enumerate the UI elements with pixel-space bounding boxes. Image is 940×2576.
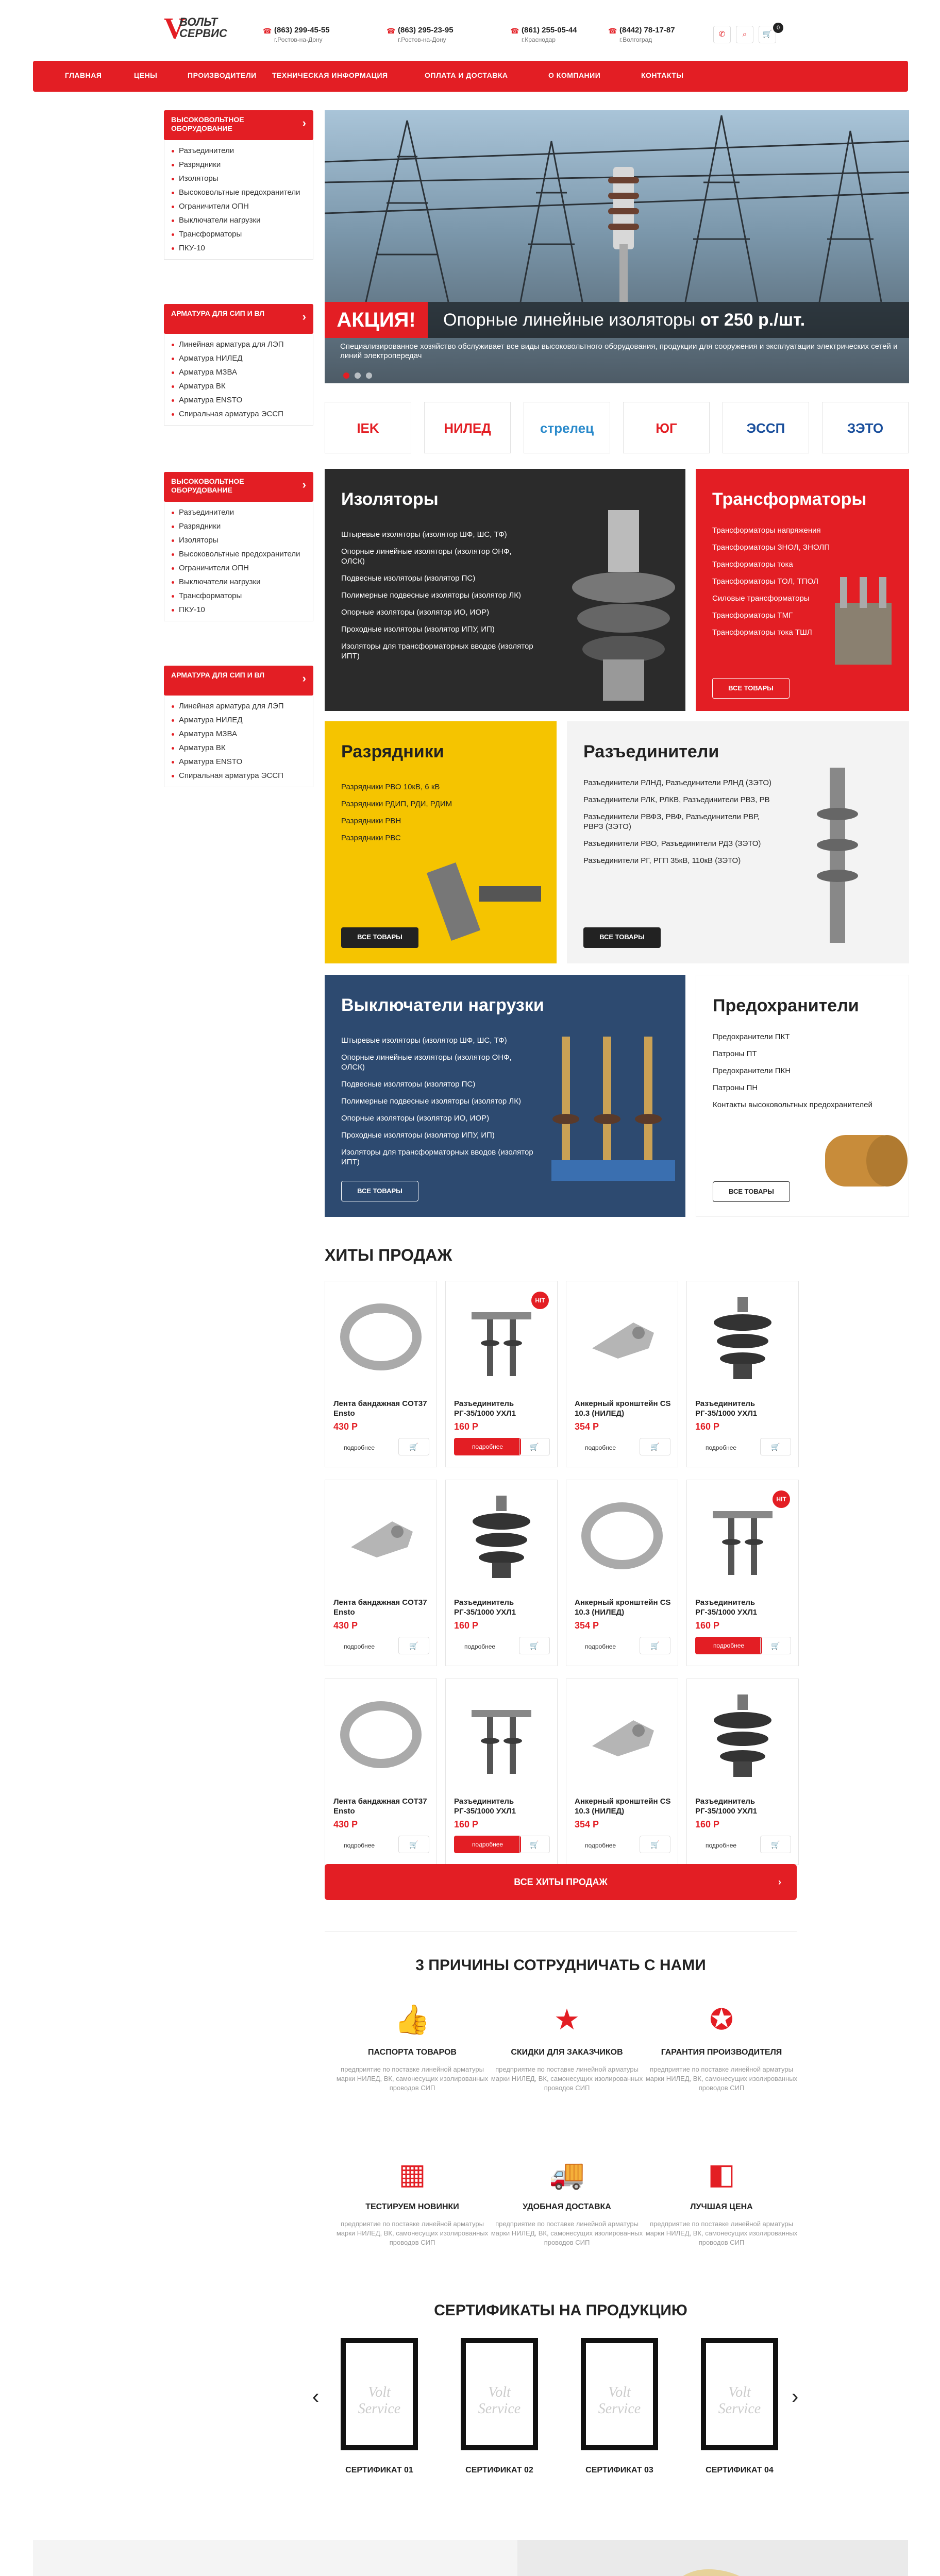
nav-item-5[interactable]: О КОМПАНИИ [548,71,601,79]
sidebar-group [164,666,313,787]
add-to-cart-button[interactable]: 🛒 [519,1637,550,1654]
product-card[interactable] [325,1679,437,1865]
nav-item-6[interactable]: КОНТАКТЫ [641,71,684,79]
slider-dot[interactable] [355,372,361,379]
product-card[interactable] [325,1281,437,1467]
reason-desc: предприятие по поставке линейной арматуры марки НИЛЕД, ВК, самонесущих изолированных проводов СИП [336,2065,489,2092]
category-link[interactable]: Разрядники РВС [341,834,401,842]
brand-logo-1[interactable]: НИЛЕД [424,402,511,453]
wallet-icon: ◧ [708,2158,735,2190]
sidebar-group [164,110,313,260]
category-title: Предохранители [713,996,859,1015]
brand-logo-2[interactable]: стрелец [524,402,610,453]
product-price: 354 Р [575,1620,599,1631]
reason-desc: предприятие по поставке линейной арматуры марки НИЛЕД, ВК, самонесущих изолированных проводов СИП [645,2065,798,2092]
sidebar-item[interactable]: Разрядники [164,160,313,170]
product-name[interactable]: Анкерный кронштейн CS 10.3 (НИЛЕД) [575,1399,671,1418]
details-link[interactable]: подробнее [344,1842,375,1849]
seal-icon: ✪ [709,2003,734,2036]
product-name[interactable]: Анкерный кронштейн CS 10.3 (НИЛЕД) [575,1797,671,1816]
brand-logo-3[interactable]: ЮГ [623,402,710,453]
phone-icon: ☎ [608,27,617,35]
product-card[interactable] [566,1480,678,1666]
category-transformatory[interactable] [696,469,909,711]
sidebar-list [164,140,313,260]
certs-title: СЕРТИФИКАТЫ НА ПРОДУКЦИЮ [434,2302,687,2319]
brand-logo-5[interactable]: ЗЭТО [822,402,909,453]
nav-item-0[interactable]: ГЛАВНАЯ [65,71,102,79]
category-link[interactable]: Разрядники РВО 10кВ, 6 кВ [341,783,440,791]
all-hits-button[interactable]: ВСЕ ХИТЫ ПРОДАЖ › [325,1864,797,1900]
phone-icon: ☎ [510,27,519,35]
reason-title: ТЕСТИРУЕМ НОВИНКИ [365,2202,459,2211]
details-link[interactable]: подробнее [585,1444,616,1451]
promo-subtitle: Специализированное хозяйство обслуживает все виды высоковольтного оборудования, продукции для сооружения и эксплуатации электрических сетей и линий электропередач [340,342,898,360]
all-products-button[interactable]: ВСЕ ТОВАРЫ [713,1181,790,1202]
add-to-cart-button[interactable]: 🛒 [760,1637,791,1654]
product-price: 160 Р [454,1819,479,1829]
certificate-watermark: Volt Service [718,2384,761,2417]
reason-title: ПАСПОРТА ТОВАРОВ [368,2048,457,2057]
sidebar-item[interactable]: Трансформаторы [164,229,313,240]
details-link[interactable]: подробнее [585,1643,616,1650]
cart-icon: 🛒 [762,30,773,39]
reasons-title: 3 ПРИЧИНЫ СОТРУДНИЧАТЬ С НАМИ [415,1957,706,1974]
nav-item-4[interactable]: ОПЛАТА И ДОСТАВКА [425,71,508,79]
sidebar-item[interactable]: Арматура ВК [164,381,313,392]
product-price: 160 Р [454,1620,479,1631]
add-to-cart-button[interactable]: 🛒 [398,1637,429,1654]
product-name[interactable]: Разъединитель РГ-35/1000 УХЛ1 [454,1399,516,1418]
sidebar-item[interactable]: Арматура НИЛЕД [164,353,313,364]
nav-item-2[interactable]: ПРОИЗВОДИТЕЛИ [188,71,257,79]
product-price: 160 Р [695,1819,720,1829]
slider-dot[interactable] [343,372,349,379]
product-price: 160 Р [454,1421,479,1432]
sidebar-item[interactable]: Разъединители [164,146,313,156]
product-price: 354 Р [575,1819,599,1829]
chevron-right-icon[interactable]: › [792,2385,799,2408]
product-image-wrap[interactable] [335,1490,426,1581]
product-price: 160 Р [695,1620,720,1631]
product-price: 430 Р [333,1421,358,1432]
consultation-section [33,2540,908,2576]
reason-desc: предприятие по поставке линейной арматуры марки НИЛЕД, ВК, самонесущих изолированных проводов СИП [645,2220,798,2246]
header [0,0,940,57]
category-title: Выключатели нагрузки [341,995,544,1015]
chevron-right-icon: › [778,1877,781,1887]
certificate-title: СЕРТИФИКАТ 04 [706,2466,774,2475]
product-image-wrap[interactable] [577,1490,667,1581]
all-products-button[interactable]: ВСЕ ТОВАРЫ [341,1181,418,1201]
product-image [335,1689,426,1780]
category-title: Изоляторы [341,489,439,509]
certificate-frame[interactable] [701,2338,778,2450]
add-to-cart-button[interactable]: 🛒 [760,1836,791,1853]
add-to-cart-button[interactable]: 🛒 [760,1438,791,1455]
category-link[interactable]: Изоляторы для трансформаторных вводов (изолятор ИПТ) [341,642,533,660]
all-products-button[interactable]: ВСЕ ТОВАРЫ [712,678,790,699]
add-to-cart-button[interactable]: 🛒 [640,1637,670,1654]
category-link[interactable]: Опорные линейные изоляторы (изолятор ОНФ, ОЛСК) [341,1053,512,1072]
product-card[interactable] [566,1281,678,1467]
category-vyklyuchateli[interactable] [325,975,685,1217]
logo-text[interactable] [179,16,227,39]
product-image [577,1689,667,1780]
product-card[interactable] [445,1281,558,1467]
certificate-title: СЕРТИФИКАТ 02 [465,2466,533,2475]
cart-count: 0 [773,23,783,33]
sidebar-group [164,304,313,426]
certificate-card[interactable] [328,2338,431,2476]
category-link[interactable]: Разъединители РГ, РГП 35кВ, 110кВ (ЗЭТО) [583,856,741,865]
nav-item-1[interactable]: ЦЕНЫ [134,71,158,79]
add-to-cart-button[interactable]: 🛒 [398,1438,429,1455]
product-card[interactable] [686,1480,799,1666]
product-image-wrap[interactable] [697,1292,788,1382]
sidebar-item[interactable]: Арматура ENSTO [164,757,313,767]
sidebar-item[interactable]: Арматура НИЛЕД [164,715,313,725]
all-products-button[interactable]: ВСЕ ТОВАРЫ [341,927,418,948]
consultant-photo [517,2540,908,2576]
reason-title: УДОБНАЯ ДОСТАВКА [523,2202,611,2211]
product-image-wrap[interactable] [456,1490,547,1581]
category-link[interactable]: Разрядники РДИП, РДИ, РДИМ [341,800,452,808]
hits-title: ХИТЫ ПРОДАЖ [325,1246,452,1264]
category-predohraniteli[interactable] [696,975,909,1217]
fuse-image [815,1104,908,1207]
reason-desc: предприятие по поставке линейной арматуры марки НИЛЕД, ВК, самонесущих изолированных проводов СИП [336,2220,489,2246]
all-products-button[interactable]: ВСЕ ТОВАРЫ [583,927,661,948]
star-icon: ★ [553,2003,580,2036]
category-link[interactable]: Предохранители ПКН [713,1066,791,1075]
nav-item-3[interactable]: ТЕХНИЧЕСКАЯ ИНФОРМАЦИЯ [272,71,388,79]
reason-item [335,1999,490,2093]
sidebar-item[interactable]: ПКУ-10 [164,605,313,615]
sidebar-item[interactable]: Высоковольтные предохранители [164,549,313,560]
add-to-cart-button[interactable]: 🛒 [519,1836,550,1853]
add-to-cart-button[interactable]: 🛒 [519,1438,550,1455]
sidebar-group [164,472,313,621]
product-image [577,1490,667,1581]
sidebar-item[interactable]: Трансформаторы [164,591,313,601]
chevron-left-icon[interactable]: ‹ [312,2385,320,2408]
hit-badge: HIT [531,1292,549,1309]
details-link[interactable]: подробнее [464,1643,496,1650]
category-link[interactable]: Штыревые изоляторы (изолятор ШФ, ШС, ТФ) [341,530,507,539]
thumb-up-icon: 👍 [394,2003,430,2036]
category-razedinitely[interactable] [567,721,909,963]
reason-item [490,1999,644,2093]
logo-mark[interactable]: V [164,11,186,45]
product-price: 354 Р [575,1421,599,1432]
product-card[interactable] [445,1679,558,1865]
insulator-image [567,510,680,706]
category-link[interactable]: Трансформаторы ТОЛ, ТПОЛ [712,577,818,586]
category-izolyatory[interactable] [325,469,685,711]
phone-icon: ☎ [263,27,272,35]
product-name[interactable]: Разъединитель РГ-35/1000 УХЛ1 [695,1399,758,1418]
category-list [341,1036,537,1174]
calendar-icon: ▦ [398,2158,426,2190]
certificate-title: СЕРТИФИКАТ 03 [585,2466,653,2475]
category-list [341,782,452,850]
product-name[interactable]: Разъединитель РГ-35/1000 УХЛ1 [454,1598,516,1617]
category-link[interactable]: Разъединители РЛК, РЛКВ, Разъединители РВЗ, РВ [583,795,770,804]
product-image-wrap[interactable] [697,1689,788,1780]
product-name[interactable]: Анкерный кронштейн CS 10.3 (НИЛЕД) [575,1598,671,1617]
certificate-frame[interactable] [461,2338,538,2450]
sidebar-item[interactable]: Линейная арматура для ЛЭП [164,701,313,711]
category-link[interactable]: Проходные изоляторы (изолятор ИПУ, ИП) [341,1131,495,1140]
category-title: Разъединители [583,742,719,761]
details-button[interactable]: подробнее [454,1438,521,1455]
product-card[interactable] [686,1281,799,1467]
category-link[interactable]: Подвесные изоляторы (изолятор ПС) [341,574,476,583]
hero-slider[interactable] [325,110,909,383]
category-link[interactable]: Контакты высоковольтных предохранителей [713,1100,872,1109]
load-switch-image [541,1006,680,1212]
slider-dot[interactable] [366,372,372,379]
reason-item [335,2154,490,2247]
product-name[interactable]: Разъединитель РГ-35/1000 УХЛ1 [695,1598,758,1617]
sidebar-item[interactable]: Арматура ENSTO [164,395,313,405]
category-link[interactable]: Полимерные подвесные изоляторы (изолятор ЛК) [341,591,522,600]
product-image-wrap[interactable] [577,1689,667,1780]
add-to-cart-button[interactable]: 🛒 [640,1836,670,1853]
category-list [341,530,537,668]
sidebar-item[interactable]: Выключатели нагрузки [164,215,313,226]
sidebar-item[interactable]: Ограничители ОПН [164,563,313,573]
sidebar-group-title[interactable]: ВЫСОКОВОЛЬТНОЕ ОБОРУДОВАНИЕ › [164,472,313,502]
truck-icon: 🚚 [549,2158,585,2190]
promo-text: Опорные линейные изоляторы от 250 р./шт. [428,302,909,338]
category-link[interactable]: Изоляторы для трансформаторных вводов (изолятор ИПТ) [341,1148,533,1166]
product-image-wrap[interactable] [335,1292,426,1382]
category-razryadniki[interactable] [325,721,557,963]
product-price: 430 Р [333,1819,358,1829]
certificate-card[interactable] [688,2338,791,2476]
product-image [335,1292,426,1382]
details-link[interactable]: подробнее [706,1444,737,1451]
category-link[interactable]: Опорные линейные изоляторы (изолятор ОНФ, ОЛСК) [341,547,512,566]
sidebar-list [164,502,313,621]
phone-3[interactable]: (861) 255-05-44 г.Краснодар [522,26,577,43]
product-card[interactable] [325,1480,437,1666]
product-image-wrap[interactable] [456,1689,547,1780]
certificate-watermark: Volt Service [478,2384,521,2417]
details-button[interactable]: подробнее [454,1836,521,1853]
category-link[interactable]: Трансформаторы тока [712,560,793,569]
reason-item [644,2154,799,2247]
product-name[interactable]: Разъединитель РГ-35/1000 УХЛ1 [454,1797,516,1816]
details-link[interactable]: подробнее [585,1842,616,1849]
sidebar-item[interactable]: Арматура МЗВА [164,729,313,739]
sidebar-list [164,696,313,787]
sidebar-item[interactable]: Высоковольтные предохранители [164,188,313,198]
category-link[interactable]: Разрядники РВН [341,817,401,825]
reason-desc: предприятие по поставке линейной арматуры марки НИЛЕД, ВК, самонесущих изолированных проводов СИП [491,2220,643,2246]
category-title: Разрядники [341,742,444,761]
sidebar-item[interactable]: ПКУ-10 [164,243,313,253]
sidebar-group-title[interactable]: АРМАТУРА ДЛЯ СИП И ВЛ › [164,304,313,334]
product-image [697,1292,788,1382]
sidebar-item[interactable]: Спиральная арматура ЭССП [164,771,313,781]
category-title: Трансформаторы [712,489,867,509]
details-link[interactable]: подробнее [344,1444,375,1451]
reason-title: СКИДКИ ДЛЯ ЗАКАЗЧИКОВ [511,2048,623,2057]
main-nav [33,61,908,92]
certificate-frame[interactable] [341,2338,418,2450]
category-link[interactable]: Трансформаторы ТМГ [712,611,793,620]
certificate-frame[interactable] [581,2338,658,2450]
category-link[interactable]: Полимерные подвесные изоляторы (изолятор ЛК) [341,1097,522,1106]
reason-title: ЛУЧШАЯ ЦЕНА [690,2202,753,2211]
product-image-wrap[interactable] [335,1689,426,1780]
sidebar-item[interactable]: Выключатели нагрузки [164,577,313,587]
details-button[interactable]: подробнее [695,1637,762,1654]
phone-2[interactable]: (863) 295-23-95 г.Ростов-на-Дону [398,26,454,43]
certificate-watermark: Volt Service [598,2384,641,2417]
add-to-cart-button[interactable]: 🛒 [640,1438,670,1455]
category-link[interactable]: Силовые трансформаторы [712,594,810,603]
reason-desc: предприятие по поставке линейной арматуры марки НИЛЕД, ВК, самонесущих изолированных проводов СИП [491,2065,643,2092]
phone-4[interactable]: (8442) 78-17-87 г.Волгоград [619,26,675,43]
category-link[interactable]: Проходные изоляторы (изолятор ИПУ, ИП) [341,625,495,634]
product-name[interactable]: Лента бандажная COT37 Ensto [333,1399,427,1418]
search-icon: ⌕ [742,30,747,39]
logo-line1: ВОЛЬТ [179,15,218,28]
sidebar-list [164,334,313,426]
promo-badge: АКЦИЯ! [325,302,428,338]
certificate-watermark: Volt Service [358,2384,401,2417]
category-link[interactable]: Разъединители РВО, Разъединители РДЗ (ЗЭТО) [583,839,761,848]
hit-badge: HIT [773,1490,790,1508]
product-card[interactable] [566,1679,678,1865]
sidebar-item[interactable]: Изоляторы [164,535,313,546]
phone-icon: ☎ [387,27,396,35]
category-link[interactable]: Штыревые изоляторы (изолятор ШФ, ШС, ТФ) [341,1036,507,1045]
category-link[interactable]: Трансформаторы тока ТШЛ [712,628,812,637]
sidebar-item[interactable]: Разрядники [164,521,313,532]
sidebar-group-title[interactable]: ВЫСОКОВОЛЬТНОЕ ОБОРУДОВАНИЕ › [164,110,313,140]
slider-dots [343,372,377,381]
product-image-wrap[interactable] [577,1292,667,1382]
reason-item [644,1999,799,2093]
sidebar-item[interactable]: Изоляторы [164,174,313,184]
reason-item [490,2154,644,2247]
details-link[interactable]: подробнее [706,1842,737,1849]
category-link[interactable]: Трансформаторы напряжения [712,526,821,535]
product-name[interactable]: Лента бандажная COT37 Ensto [333,1598,427,1617]
category-link[interactable]: Опорные изоляторы (изолятор ИО, ИОР) [341,1114,490,1123]
category-link[interactable]: Подвесные изоляторы (изолятор ПС) [341,1080,476,1089]
phone-icon: ✆ [718,30,726,39]
product-image [456,1689,547,1780]
sidebar-group-title[interactable]: АРМАТУРА ДЛЯ СИП И ВЛ › [164,666,313,696]
sidebar-item[interactable]: Спиральная арматура ЭССП [164,409,313,419]
product-price: 430 Р [333,1620,358,1631]
product-price: 160 Р [695,1421,720,1432]
brand-logo-4[interactable]: ЭССП [723,402,809,453]
sidebar-item[interactable]: Арматура МЗВА [164,367,313,378]
product-card[interactable] [445,1480,558,1666]
disconnector-image [799,762,902,958]
certificate-card[interactable] [448,2338,551,2476]
category-link[interactable]: Предохранители ПКТ [713,1032,790,1041]
arrester-image [417,845,551,958]
add-to-cart-button[interactable]: 🛒 [398,1836,429,1853]
category-link[interactable]: Разъединители РЛНД, Разъединители РЛНД (ЗЭТО) [583,778,771,787]
sidebar-item[interactable]: Линейная арматура для ЛЭП [164,340,313,350]
reason-title: ГАРАНТИЯ ПРОИЗВОДИТЕЛЯ [661,2048,782,2057]
certificate-title: СЕРТИФИКАТ 01 [345,2466,413,2475]
category-link[interactable]: Патроны ПН [713,1083,758,1092]
brand-logo-0[interactable]: IEK [325,402,411,453]
product-card[interactable] [686,1679,799,1865]
product-image [577,1292,667,1382]
category-link[interactable]: Опорные изоляторы (изолятор ИО, ИОР) [341,608,490,617]
product-name[interactable]: Разъединитель РГ-35/1000 УХЛ1 [695,1797,758,1816]
category-link[interactable]: Патроны ПТ [713,1049,757,1058]
phone-1[interactable]: (863) 299-45-55 г.Ростов-на-Дону [274,26,330,43]
category-link[interactable]: Разъединители РВФЗ, РВФ, Разъединители РВР, РВРЗ (ЗЭТО) [583,812,760,831]
details-link[interactable]: подробнее [344,1643,375,1650]
category-link[interactable]: Трансформаторы ЗНОЛ, ЗНОЛП [712,543,830,552]
product-image [697,1689,788,1780]
product-name[interactable]: Лента бандажная COT37 Ensto [333,1797,427,1816]
callback-button[interactable] [713,26,731,43]
sidebar-item[interactable]: Ограничители ОПН [164,201,313,212]
product-image [456,1490,547,1581]
sidebar-item[interactable]: Арматура ВК [164,743,313,753]
sidebar-item[interactable]: Разъединители [164,507,313,518]
search-button[interactable] [736,26,753,43]
transformer-image [825,572,902,675]
category-list [583,778,779,873]
logo-line2: СЕРВИС [179,27,227,40]
certificate-card[interactable] [568,2338,671,2476]
hero-image [325,110,909,302]
category-list [712,526,830,645]
product-image [335,1490,426,1581]
